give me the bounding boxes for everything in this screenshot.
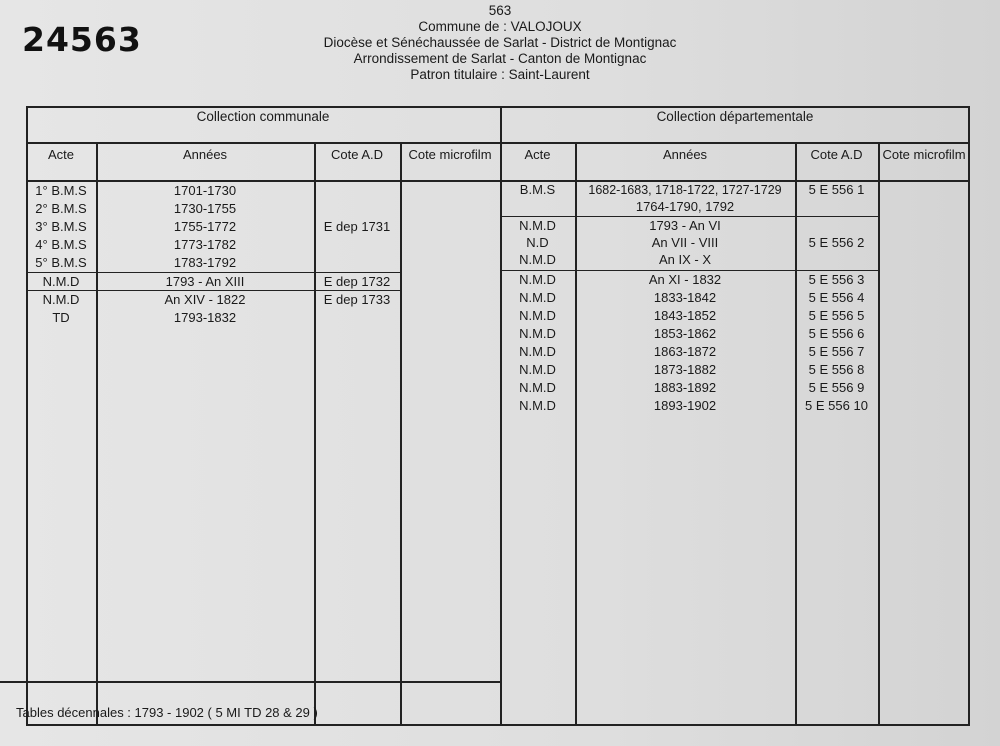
diocese-line: Diocèse et Sénéchaussée de Sarlat - District de Montignac [323, 35, 677, 50]
row-acte: 3° B.M.S [35, 219, 87, 234]
row-acte: N.M.D [519, 218, 556, 233]
row-annees: 1755-1772 [173, 219, 237, 234]
departementale-title: Collection départementale [656, 109, 814, 124]
row-acte: N.M.D [519, 344, 556, 359]
row-annees: 1893-1902 [653, 398, 717, 413]
row-acte: 5° B.M.S [35, 255, 87, 270]
row-annees: An IX - X [658, 252, 712, 267]
stamp-number: 24563 [22, 20, 142, 59]
communale-title: Collection communale [196, 109, 330, 124]
row-annees: 1853-1862 [653, 326, 717, 341]
row-cote: 5 E 556 5 [808, 308, 865, 323]
col-header-acte: Acte [47, 147, 74, 162]
row-acte: N.M.D [519, 308, 556, 323]
row-cote: E dep 1733 [323, 292, 391, 307]
row-acte: N.M.D [519, 380, 556, 395]
row-annees: 1793 - An XIII [165, 274, 245, 289]
title-row-line [26, 142, 970, 144]
collection-divider [500, 106, 502, 726]
row-cote: E dep 1731 [323, 219, 391, 234]
row-annees: 1730-1755 [173, 201, 237, 216]
document-header [250, 3, 750, 83]
row-cote: 5 E 556 6 [808, 326, 865, 341]
row-acte: 1° B.M.S [35, 183, 87, 198]
row-acte: B.M.S [519, 182, 556, 197]
arrondissement-line: Arrondissement de Sarlat - Canton de Montignac [353, 51, 647, 66]
row-annees: 1883-1892 [653, 380, 717, 395]
row-cote: 5 E 556 4 [808, 290, 865, 305]
row-acte: N.M.D [42, 274, 80, 289]
row-acte: N.M.D [519, 272, 556, 287]
row-acte: N.M.D [519, 326, 556, 341]
col-line [878, 142, 880, 726]
row-annees: 1793 - An VI [649, 218, 721, 233]
row-acte: 4° B.M.S [35, 237, 87, 252]
row-cote: 5 E 556 3 [808, 272, 865, 287]
row-annees: 1682-1683, 1718-1722, 1727-1729 [588, 183, 782, 197]
col-line [400, 142, 402, 726]
col-header-cote-microfilm: Cote microfilm [882, 147, 966, 162]
row-annees: 1701-1730 [173, 183, 237, 198]
col-header-cote-ad: Cote A.D [810, 147, 863, 162]
row-acte: N.D [526, 235, 549, 250]
row-cote: E dep 1732 [323, 274, 391, 289]
row-acte: N.M.D [519, 398, 556, 413]
col-header-acte: Acte [524, 147, 551, 162]
row-annees: 1793-1832 [173, 310, 237, 325]
col-line [795, 142, 797, 726]
row-acte: TD [52, 310, 70, 325]
row-cote: 5 E 556 10 [805, 398, 868, 413]
row-acte: N.M.D [42, 292, 80, 307]
patron-line: Patron titulaire : Saint-Laurent [410, 67, 590, 82]
row-annees: 1863-1872 [653, 344, 717, 359]
row-annees: 1873-1882 [653, 362, 717, 377]
row-cote: 5 E 556 2 [808, 235, 865, 250]
row-annees: An XIV - 1822 [164, 292, 246, 307]
row-annees: An VII - VIII [651, 235, 719, 250]
row-annees: 1783-1792 [173, 255, 237, 270]
row-acte: N.M.D [519, 252, 556, 267]
footer-note: Tables décennales : 1793 - 1902 ( 5 MI TD 28 & 29 ) [16, 705, 318, 720]
col-header-cote-microfilm: Cote microfilm [408, 147, 492, 162]
col-header-cote-ad: Cote A.D [330, 147, 384, 162]
row-annees: 1843-1852 [653, 308, 717, 323]
row-cote: 5 E 556 7 [808, 344, 865, 359]
row-annees: 1773-1782 [173, 237, 237, 252]
row-cote: 5 E 556 8 [808, 362, 865, 377]
page-number: 563 [488, 3, 512, 18]
col-header-annees: Années [662, 147, 708, 162]
commune-line: Commune de : VALOJOUX [418, 19, 582, 34]
row-acte: N.M.D [519, 362, 556, 377]
row-annees: An XI - 1832 [648, 272, 722, 287]
row-annees: 1833-1842 [653, 290, 717, 305]
row-cote: 5 E 556 1 [808, 182, 865, 197]
row-cote: 5 E 556 9 [808, 380, 865, 395]
footer-line [0, 681, 502, 683]
col-header-annees: Années [182, 147, 228, 162]
row-acte: 2° B.M.S [35, 201, 87, 216]
row-annees: 1764-1790, 1792 [635, 199, 735, 214]
row-acte: N.M.D [519, 290, 556, 305]
